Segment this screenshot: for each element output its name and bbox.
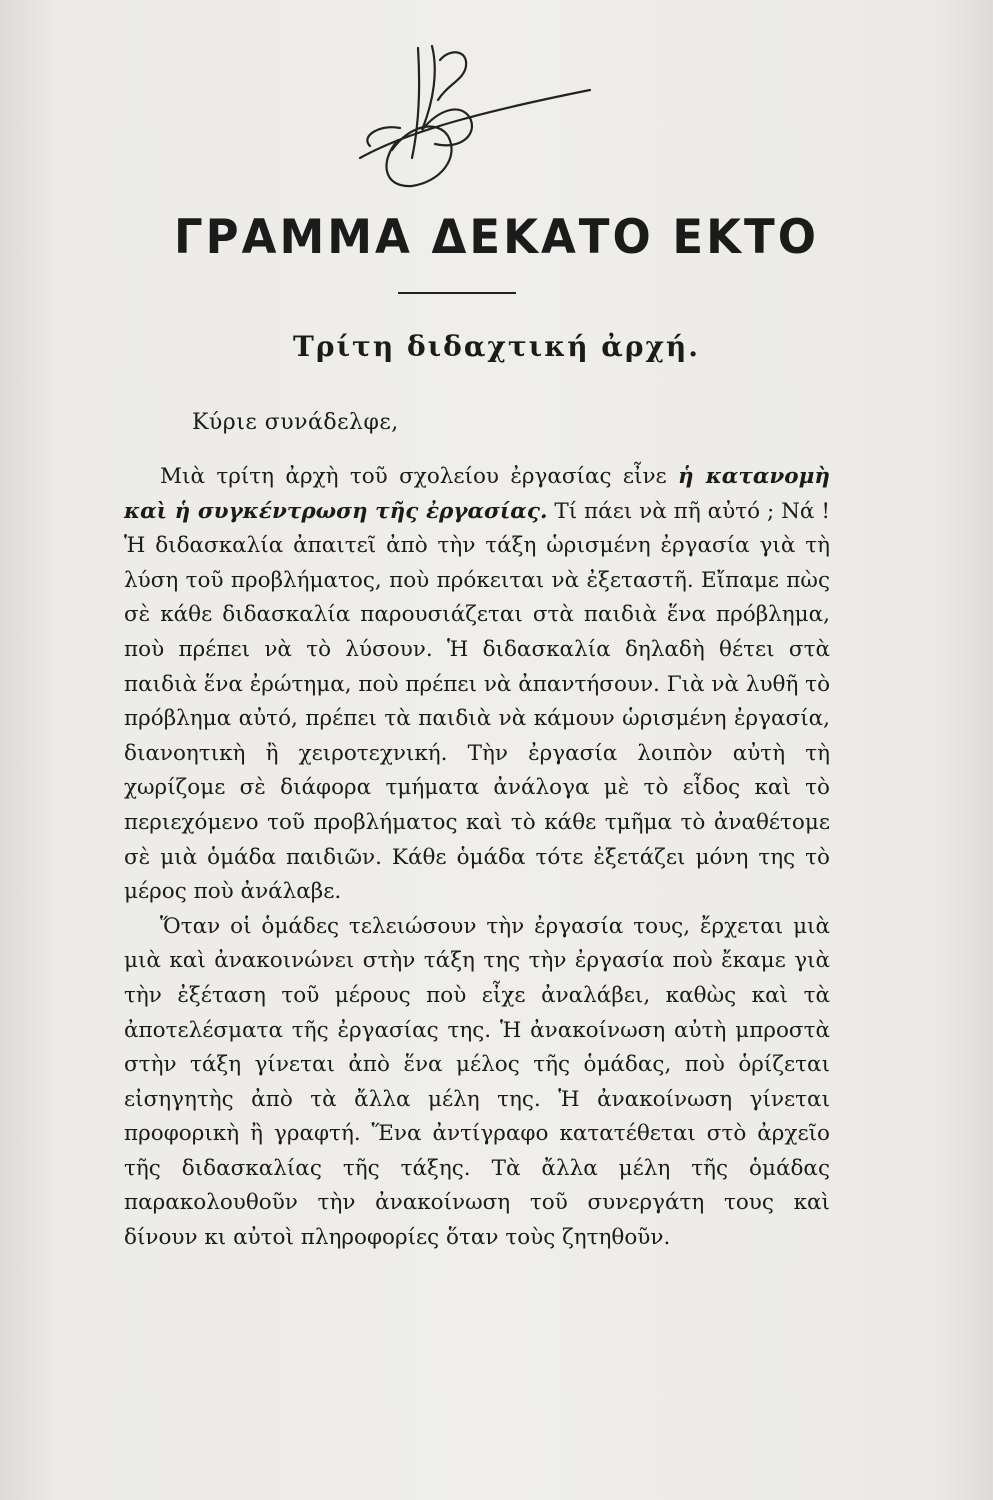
paragraph-1 — [124, 460, 830, 910]
section-subtitle: Τρίτη διδαχτική ἀρχή. — [293, 330, 700, 363]
title-divider — [398, 292, 516, 294]
paragraph-1-lead: Μιὰ τρίτη ἀρχὴ τοῦ σχολείου ἐργασίας εἶνε — [160, 464, 679, 489]
salutation: Κύριε συνάδελφε, — [192, 410, 399, 435]
paragraph-1-rest: Τί πάει νὰ πῆ αὐτό ; Νά ! Ἡ διδασκαλία ἀπαιτεῖ ἀπὸ τὴν τάξη ὡρισμένη ἐργασία γιὰ τὴ λύση τοῦ προβλήματος, ποὺ πρόκειται νὰ ἐξεταστῆ. Εἴπαμε πὼς σὲ κάθε διδασκαλία παρουσιάζεται στὰ παιδιὰ ἕνα πρόβλημα, ποὺ πρέπει νὰ τὸ λύσουν. Ἡ διδασκαλία δηλαδὴ θέτει στὰ παιδιὰ ἕνα ἐρώτημα, ποὺ πρέπει νὰ ἀπαντήσουν. Γιὰ νὰ λυθῆ τὸ πρόβλημα αὐτό, πρέπει τὰ παιδιὰ νὰ κάμουν ὡρισμένη ἐργασία, διανοητικὴ ἢ χειροτεχνική. Τὴν ἐργασία λοιπὸν αὐτὴ τὴ χωρίζομε σὲ διάφορα τμήματα ἀνάλογα μὲ τὸ εἶδος καὶ τὸ περιεχόμενο τοῦ προβλήματος καὶ τὸ κάθε τμῆμα τὸ ἀναθέτομε σὲ μιὰ ὁμάδα παιδιῶν. Κάθε ὁμάδα τότε ἐξετάζει μόνη της τὸ μέρος ποὺ ἀνάλαβε. — [124, 498, 831, 905]
paragraph-2: Ὅταν οἱ ὁμάδες τελειώσουν τὴν ἐργασία τους, ἔρχεται μιὰ μιὰ καὶ ἀνακοινώνει στὴν τάξη της τὴν ἐργασία ποὺ ἔκαμε γιὰ τὴν ἐξέταση τοῦ μέρους ποὺ εἶχε ἀναλάβει, καθὼς καὶ τὰ ἀποτελέσματα τῆς ἐργασίας της. Ἡ ἀνακοίνωση αὐτὴ μπροστὰ στὴν τάξη γίνεται ἀπὸ ἕνα μέλος τῆς ὁμάδας, ποὺ ὁρίζεται εἰσηγητὴς ἀπὸ τὰ ἄλλα μέλη της. Ἡ ἀνακοίνωση γίνεται προφορικὴ ἢ γραφτή. Ἕνα ἀντίγραφο κατατέθεται στὸ ἀρχεῖο τῆς διδασκαλίας τῆς τάξης. Τὰ ἄλλα μέλη τῆς ὁμάδας παρακολουθοῦν τὴν ἀνακοίνωση τοῦ συνεργάτη τους καὶ δίνουν κι αὐτοὶ πληροφορίες ὅταν τοὺς ζητηθοῦν. — [124, 913, 830, 1251]
page-title: ΓΡΑΜΜΑ ΔΕΚΑΤΟ ΕΚΤΟ — [174, 208, 819, 265]
paragraph-1-emphasis: ἡ κατανομὴ καὶ ἡ συγκέντρωση τῆς ἐργασίας. — [124, 464, 830, 524]
letter-body — [124, 460, 830, 1256]
handwritten-signature — [320, 40, 600, 200]
